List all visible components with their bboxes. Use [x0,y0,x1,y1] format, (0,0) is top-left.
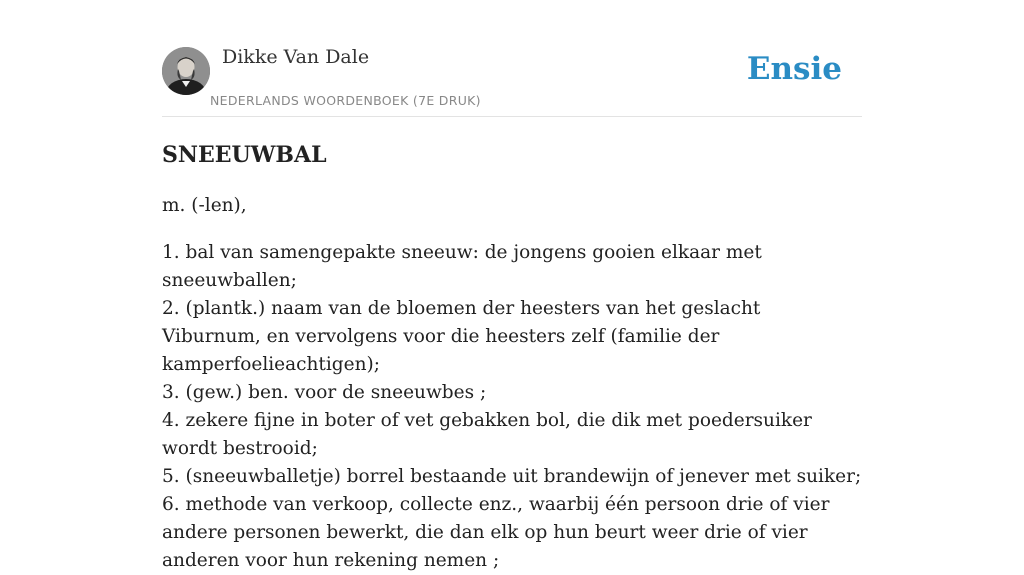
dictionary-source[interactable]: NEDERLANDS WOORDENBOEK (7E DRUK) [210,93,481,108]
author-avatar[interactable] [162,47,210,95]
headword: SNEEUWBAL [162,142,327,168]
definition-item: 6. methode van verkoop, collecte enz., waarbij één persoon drie of vier andere personen bewerkt, die dan elk op hun beurt weer drie of vier anderen voor hun rekening nemen ; [162,494,830,571]
definition-item: 1. bal van samengepakte sneeuw: de jongens gooien elkaar met sneeuwballen; [162,242,762,291]
portrait-icon [162,47,210,95]
entry-header [162,0,862,117]
definition-item: 5. (sneeuwballetje) borrel bestaande uit brandewijn of jenever met suiker; [162,466,862,487]
definition-item: 4. zekere fijne in boter of vet gebakken bol, die dik met poedersuiker wordt bestrooid; [162,410,812,459]
definition-item: 2. (plantk.) naam van de bloemen der heesters van het geslacht Viburnum, en vervolgens voor die heesters zelf (familie der kamperfoelieachtigen); [162,298,761,375]
ensie-logo[interactable]: Ensie [746,51,842,87]
definition-list [162,239,862,575]
dictionary-entry [162,140,862,575]
grammar-info: m. (-len), [162,195,247,216]
definition-item: 3. (gew.) ben. voor de sneeuwbes ; [162,382,487,403]
author-name[interactable]: Dikke Van Dale [222,46,370,68]
